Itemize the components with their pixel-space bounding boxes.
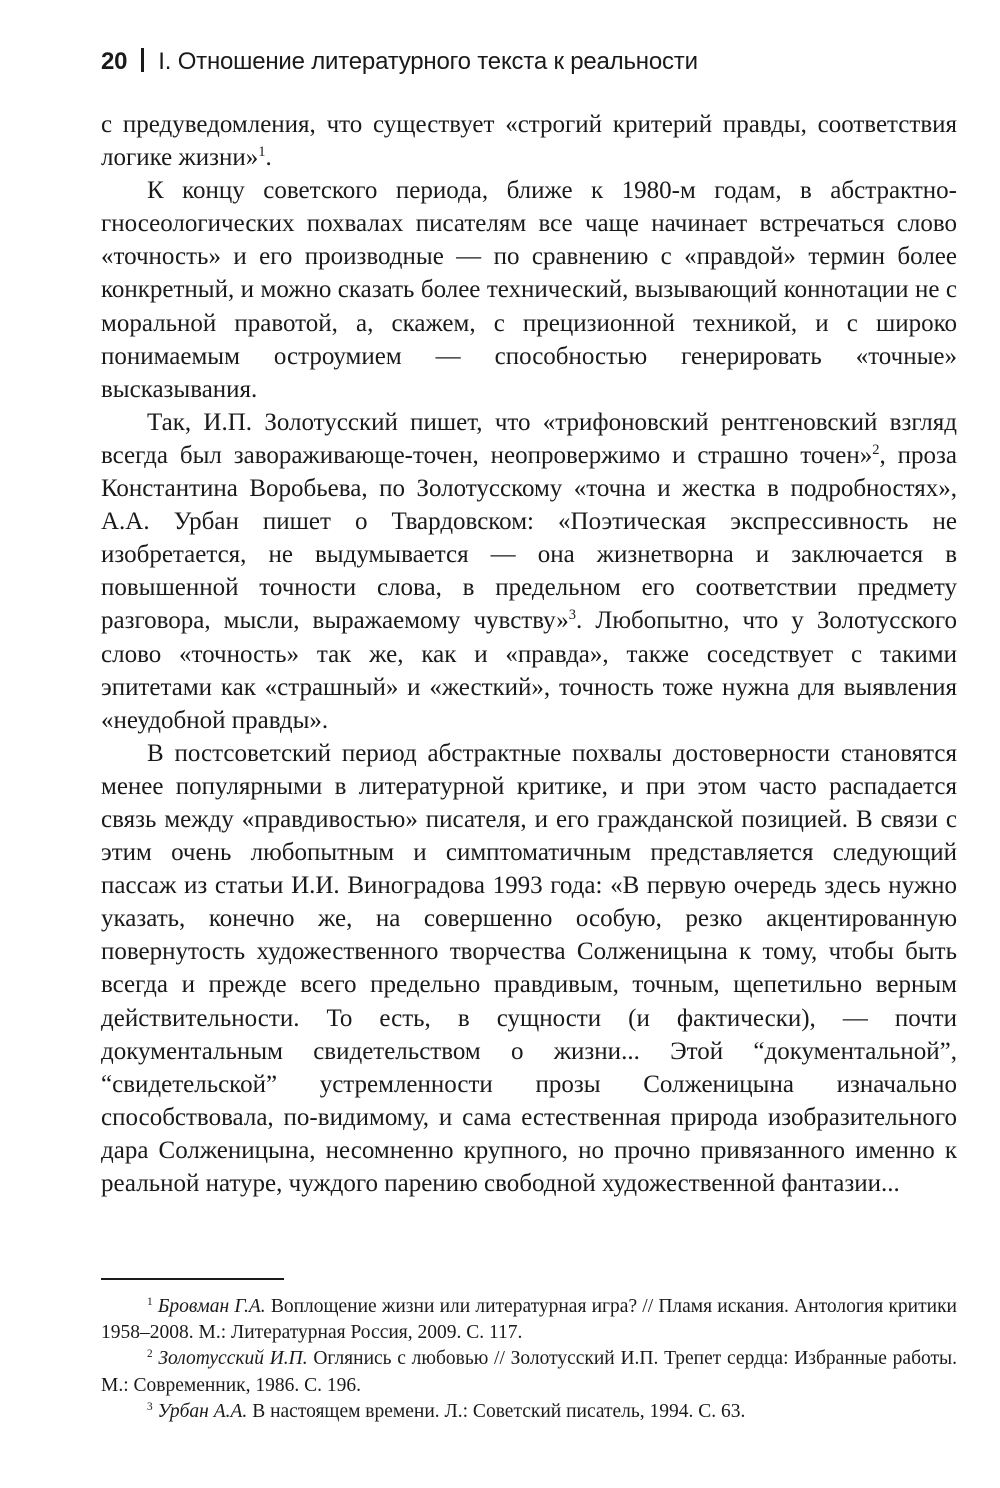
chapter-title: I. Отношение литературного текста к реальности <box>158 48 698 75</box>
paragraph-1-end: . <box>265 144 272 172</box>
paragraph-3 <box>101 406 957 737</box>
footnote-3-text: В настоящем времени. Л.: Советский писатель, 1994. С. 63. <box>247 1400 746 1422</box>
paragraph-3-text-c: . Любопытно, что у Золотусского слово «точность» так же, как и «правда», также соседствует с такими эпитетами как «страшный» и «жесткий», точность тоже нужна для выявления «неудобной правды». <box>101 607 957 734</box>
paragraph-1-text: с предуведомления, что существует «строгий критерий правды, соответствия логике жизни» <box>101 111 957 172</box>
paragraph-4-text: В постсоветский период абстрактные похвалы достоверности становятся менее популярными в литературной критике, и при этом часто распадается связь между «правдивостью» писателя, и его гражданской позицией. В связи с этим очень любопытным и симптоматичным представляется следующий пассаж из статьи И.И. Виноградова 1993 года: «В первую очередь здесь нужно указать, конечно же, на совершенно особую, резко акцентированную повернутость художественного творчества Солженицына к тому, чтобы быть всегда и прежде всего предельно правдивым, точным, щепетильно верным действительности. То есть, в сущности (и фактически), — почти документальным свидетельством о жизни... Этой “документальной”, “свидетельской” устремленности прозы Солженицына изначально способствовала, по-видимому, и сама естественная природа изобразительного дара Солженицына, несомненно крупного, но прочно привязанного именно к реальной натуре, чуждого парению свободной художественной фантазии... <box>101 739 957 1197</box>
footnote-3-author: Урбан А.А. <box>157 1400 248 1422</box>
paragraph-3-text-a: Так, И.П. Золотусский пишет, что «трифоновский рентгеновский взгляд всегда был завораживающе-точен, неопровержимо и страшно точен» <box>101 408 957 469</box>
paragraph-4 <box>101 737 957 1200</box>
footnote-ref-2: 2 <box>872 441 880 458</box>
footnote-ref-3: 3 <box>568 607 577 624</box>
paragraph-2-text: К концу советского периода, ближе к 1980-м годам, в абстрактно-гносеологических похвалах писателям все чаще начинает встречаться слово «точность» и его производные — по сравнению с «правдой» термин более конкретный, и можно сказать более технический, вызывающий коннотации не с моральной правотой, а, скажем, с прецизионной техникой, и с широко понимаемым остроумием — способностью генерировать «точные» высказывания. <box>101 177 957 403</box>
footnote-1-number: 1 <box>147 1296 153 1308</box>
paragraph-1 <box>101 108 957 174</box>
footnote-2-author: Золотусский И.П. <box>158 1348 308 1370</box>
header-separator <box>141 48 144 72</box>
footnote-3-number: 3 <box>147 1400 153 1413</box>
footnotes <box>101 1294 957 1425</box>
footnote-1 <box>101 1294 957 1346</box>
footnote-ref-1: 1 <box>258 144 266 161</box>
footnote-3 <box>101 1399 957 1425</box>
body-text <box>101 108 957 1200</box>
footnote-1-author: Бровман Г.А. <box>157 1296 266 1317</box>
page-number: 20 <box>101 48 128 75</box>
paragraph-3-text-b: , проза Константина Воробьева, по Золотусскому «точна и жестка в подробностях», А.А. Урбан пишет о Твардовском: «Поэтическая экспрессивность не изобретается, не выдумывается — она жизнетворна и заключается в повышенной точности слова, в предельном его соответствии предмету разговора, мысли, выражаемому чувству» <box>101 441 957 635</box>
running-head <box>101 44 961 80</box>
footnote-2-text: Оглянись с любовью // Золотусский И.П. Трепет сердца: Избранные работы. М.: Современник, 1986. С. 196. <box>101 1348 957 1396</box>
footnote-1-text: Воплощение жизни или литературная игра? // Пламя искания. Антология критики 1958–2008. М.: Литературная Россия, 2009. С. 117. <box>101 1296 957 1344</box>
footnote-2 <box>101 1346 957 1398</box>
footnote-divider <box>101 1278 284 1280</box>
paragraph-2 <box>101 174 957 406</box>
footnote-2-number: 2 <box>147 1348 153 1361</box>
